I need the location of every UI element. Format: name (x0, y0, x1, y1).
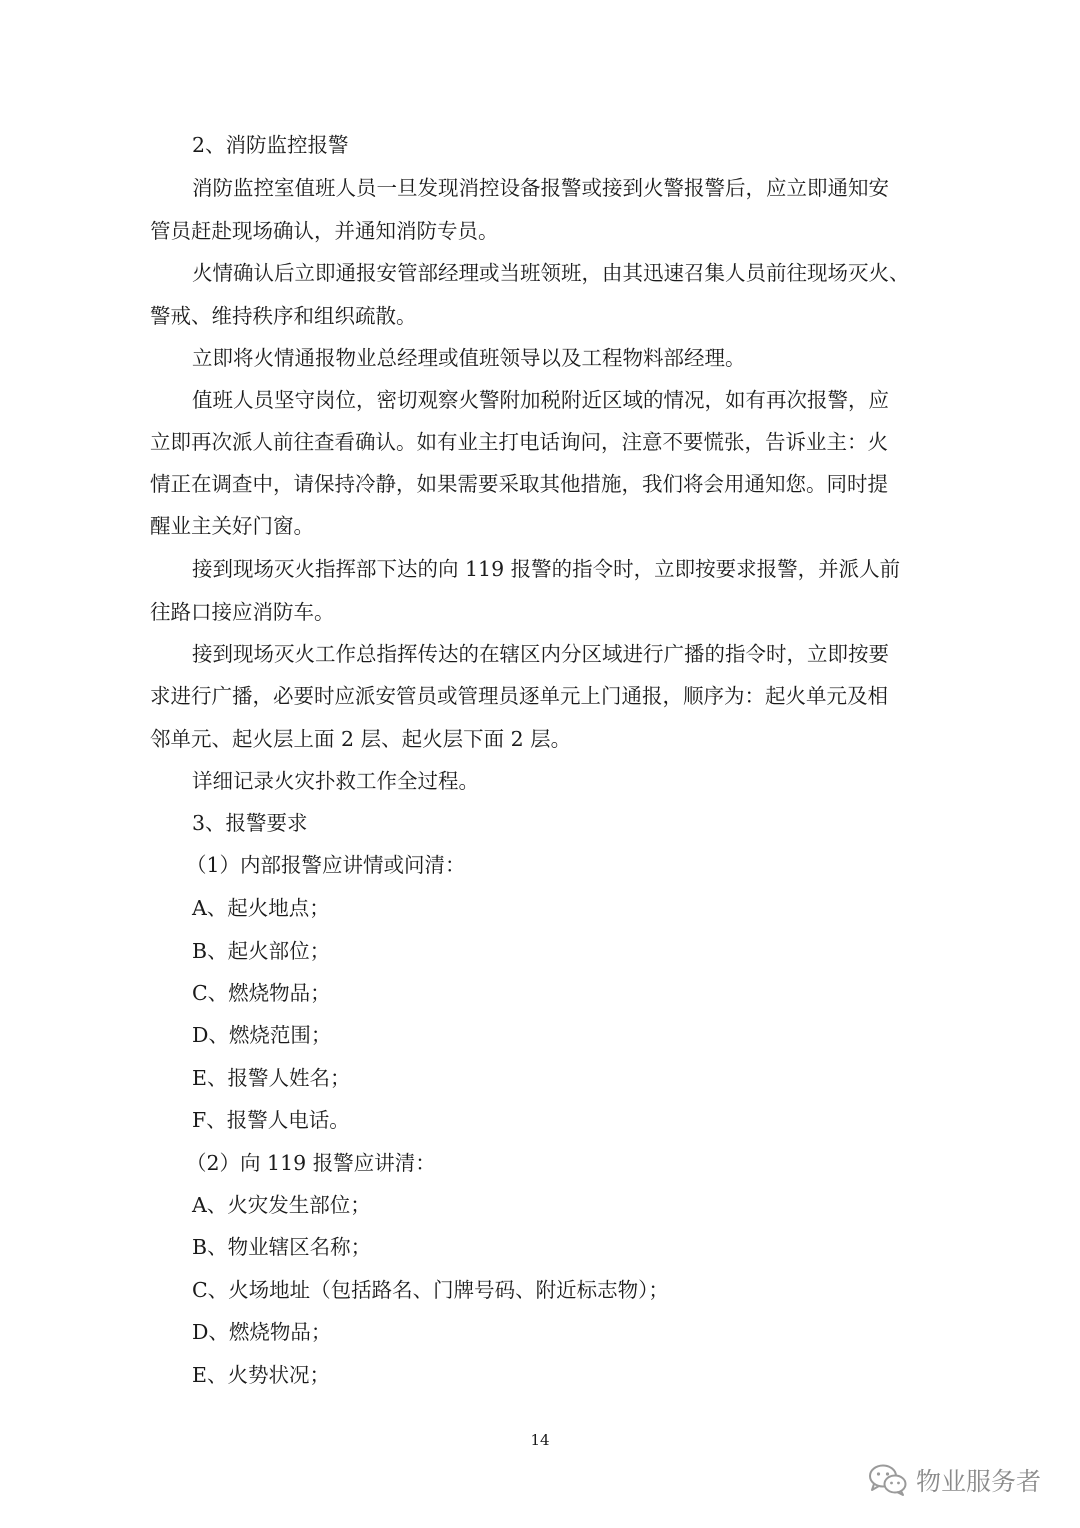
list-item: D、燃烧物品； (192, 1320, 332, 1344)
paragraph-line: 管员赶赴现场确认，并通知消防专员。 (150, 219, 499, 243)
paragraph-line: 立即再次派人前往查看确认。如有业主打电话询问，注意不要慌张，告诉业主：火 (150, 430, 888, 454)
paragraph-line: 详细记录火灾扑救工作全过程。 (192, 769, 479, 793)
paragraph-line: 警戒、维持秩序和组织疏散。 (150, 304, 417, 328)
paragraph-line: 求进行广播，必要时应派安管员或管理员逐单元上门通报，顺序为：起火单元及相 (150, 684, 888, 708)
paragraph-line: 消防监控室值班人员一旦发现消控设备报警或接到火警报警后，应立即通知安 (192, 176, 889, 200)
paragraph-line: 醒业主关好门窗。 (150, 514, 314, 538)
list-item: B、起火部位； (192, 939, 331, 963)
list-item: C、燃烧物品； (192, 981, 331, 1005)
list-item: C、火场地址（包括路名、门牌号码、附近标志物）； (192, 1278, 669, 1302)
list-item: E、报警人姓名； (192, 1066, 351, 1090)
section-2-heading: 2、消防监控报警 (192, 133, 349, 157)
list-item: D、燃烧范围； (192, 1023, 332, 1047)
subsection-heading: （1）内部报警应讲情或问清： (186, 853, 466, 877)
paragraph-line: 接到现场灭火工作总指挥传达的在辖区内分区域进行广播的指令时，立即按要 (192, 642, 889, 666)
paragraph-line: 往路口接应消防车。 (150, 600, 335, 624)
watermark (868, 1458, 1041, 1502)
paragraph-line: 接到现场灭火指挥部下达的向 119 报警的指令时，立即按要求报警，并派人前 (192, 557, 901, 581)
paragraph-line: 火情确认后立即通报安管部经理或当班领班，由其迅速召集人员前往现场灭火、 (192, 261, 910, 285)
paragraph-line: 值班人员坚守岗位，密切观察火警附加税附近区域的情况，如有再次报警，应 (192, 388, 889, 412)
list-item: B、物业辖区名称； (192, 1235, 372, 1259)
list-item: A、起火地点； (192, 896, 330, 920)
subsection-heading: （2）向 119 报警应讲清： (186, 1151, 436, 1175)
wechat-icon (868, 1463, 908, 1497)
paragraph-line: 立即将火情通报物业总经理或值班领导以及工程物料部经理。 (192, 346, 746, 370)
paragraph-line: 情正在调查中，请保持冷静，如果需要采取其他措施，我们将会用通知您。同时提 (150, 472, 888, 496)
paragraph-line: 邻单元、起火层上面 2 层、起火层下面 2 层。 (150, 727, 572, 751)
list-item: F、报警人电话。 (192, 1108, 350, 1132)
list-item: E、火势状况； (192, 1363, 330, 1387)
page-number: 14 (530, 1431, 550, 1449)
section-3-heading: 3、报警要求 (192, 811, 308, 835)
list-item: A、火灾发生部位； (192, 1193, 371, 1217)
watermark-text: 物业服务者 (916, 1467, 1042, 1496)
